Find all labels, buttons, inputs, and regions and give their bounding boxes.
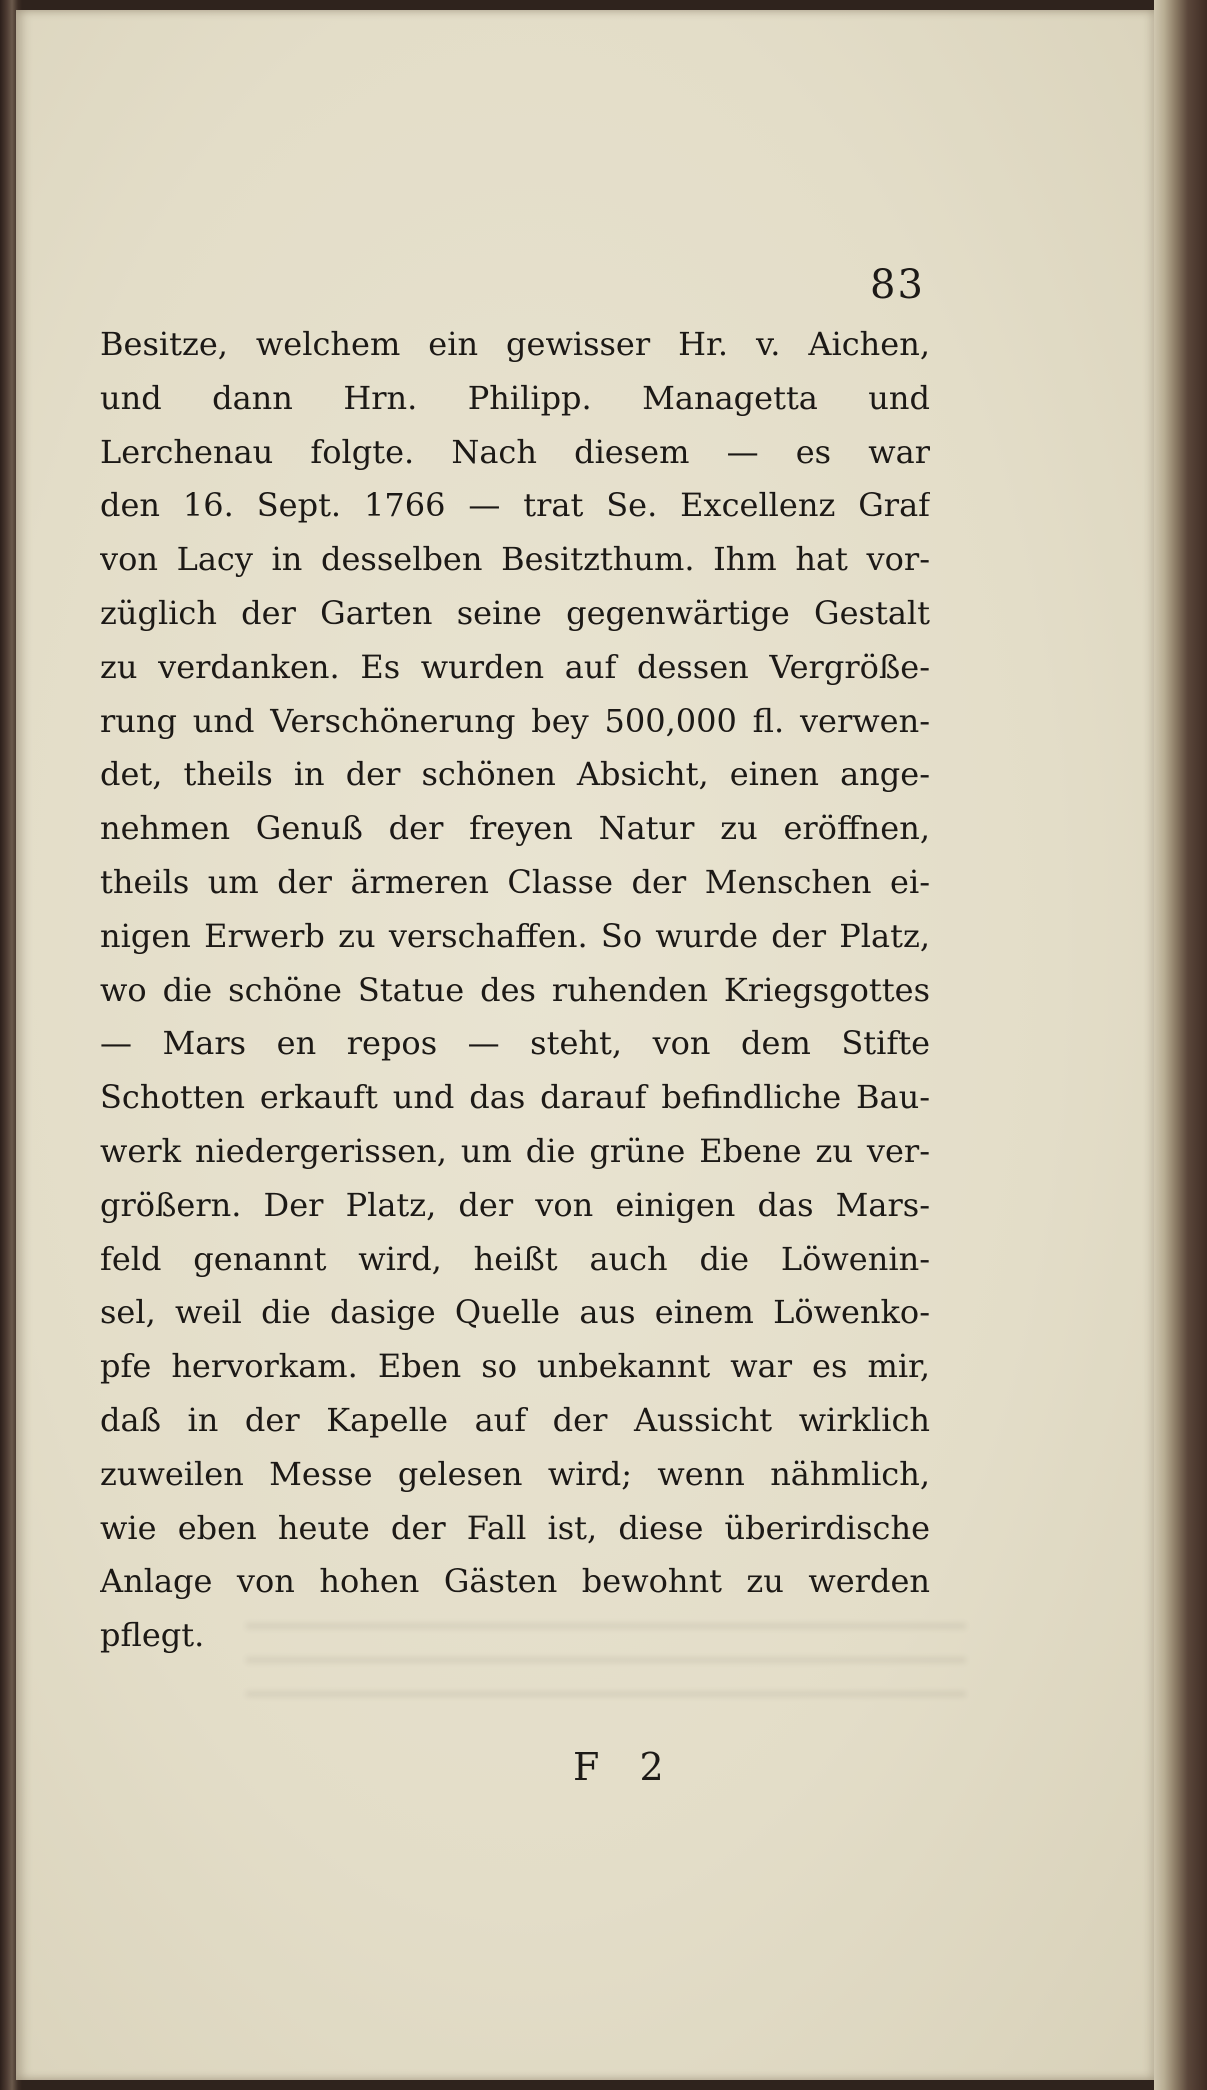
book-edge <box>1154 0 1207 2090</box>
text-line: — Mars en repos — steht, von dem Stifte <box>100 1024 930 1063</box>
text-line: Anlage von hohen Gästen bewohnt zu werden <box>100 1562 930 1601</box>
text-line: det, theils in der schönen Absicht, einen ange- <box>100 755 930 794</box>
page-number: 83 <box>870 262 925 308</box>
text-line: werk niedergerissen, um die grüne Ebene zu ver- <box>100 1131 930 1170</box>
text-line: zuweilen Messe gelesen wird; wenn nähmlich, <box>100 1454 930 1493</box>
text-line: pfe hervorkam. Eben so unbekannt war es mir, <box>100 1347 930 1386</box>
text-line: wo die schöne Statue des ruhenden Kriegsgottes <box>100 970 930 1009</box>
text-line: den 16. Sept. 1766 — trat Se. Excellenz Graf <box>100 486 930 525</box>
text-line: zu verdanken. Es wurden auf dessen Vergröße- <box>100 647 930 686</box>
text-line: rung und Verschönerung bey 500,000 fl. verwen- <box>100 701 930 740</box>
text-line: nigen Erwerb zu verschaffen. So wurde der Platz, <box>100 916 930 955</box>
text-line: feld genannt wird, heißt auch die Löwenin- <box>100 1239 930 1278</box>
text-line: Besitze, welchem ein gewisser Hr. v. Aichen, <box>100 325 930 363</box>
text-line: Schotten erkauft und das darauf befindliche Bau- <box>100 1078 930 1117</box>
text-line: wie eben heute der Fall ist, diese überirdische <box>100 1508 930 1547</box>
text-line: züglich der Garten seine gegenwärtige Gestalt <box>100 593 930 632</box>
printer-signature-mark: F 2 <box>573 1745 678 1789</box>
text-line: daß in der Kapelle auf der Aussicht wirklich <box>100 1400 930 1439</box>
text-line: Lerchenau folgte. Nach diesem — es war <box>100 432 930 471</box>
text-line: sel, weil die dasige Quelle aus einem Löwenko- <box>100 1293 930 1332</box>
text-line: und dann Hrn. Philipp. Managetta und <box>100 378 930 417</box>
text-line: theils um der ärmeren Classe der Menschen ei- <box>100 862 930 901</box>
text-line-final: pflegt. <box>100 1616 205 1655</box>
body-text <box>100 318 930 1663</box>
text-line: größern. Der Platz, der von einigen das Mars- <box>100 1185 930 1224</box>
text-line: von Lacy in desselben Besitzthum. Ihm hat vor- <box>100 540 930 579</box>
text-line: nehmen Genuß der freyen Natur zu eröffnen, <box>100 809 930 848</box>
